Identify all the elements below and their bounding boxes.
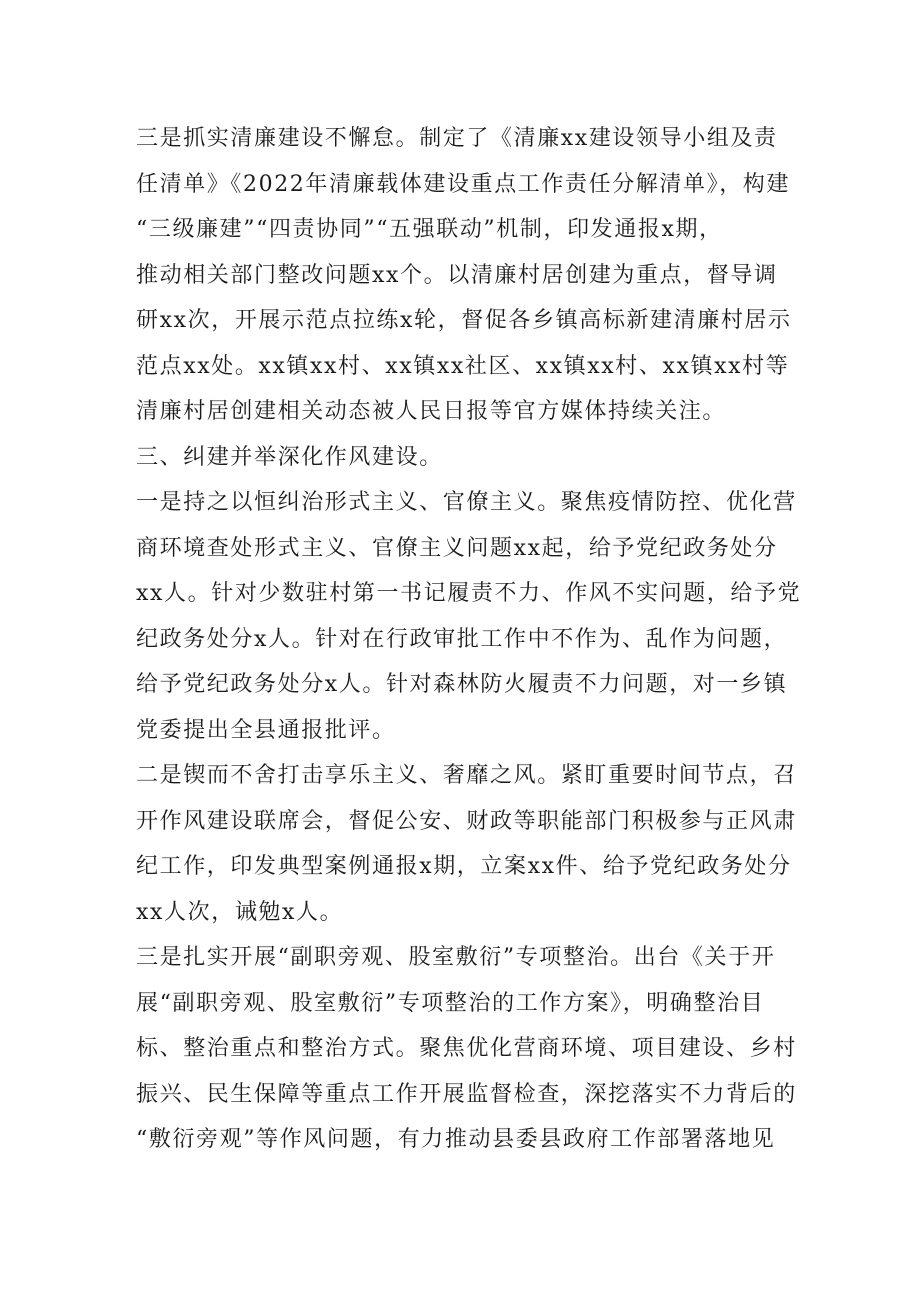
text-line: 三是抓实清廉建设不懈怠。制定了《清廉xx建设领导小组及责 [136, 126, 778, 151]
section-heading: 三、纠建并举深化作风建设。 [136, 444, 443, 470]
text-line: 一是持之以恒纠治形式主义、官僚主义。聚焦疫情防控、优化营 [136, 490, 797, 515]
text-line: 展“副职旁观、股室敷衍”专项整治的工作方案》，明确整治目 [136, 990, 765, 1016]
text-line: 开作风建设联席会，督促公安、财政等职能部门积极参与正风肃 [136, 808, 797, 834]
text-line: 纪政务处分x人。针对在行政审批工作中不作为、乱作为问题， [136, 626, 788, 652]
text-line: 清廉村居创建相关动态被人民日报等官方媒体持续关注。 [136, 399, 727, 424]
text-line: 任清单》《2022年清廉载体建设重点工作责任分解清单》，构建 [136, 171, 790, 197]
text-line: 纪工作，印发典型案例通报x期，立案xx件、给予党纪政务处分 [136, 854, 792, 879]
document-body [136, 116, 802, 1163]
text-line: xx人。针对少数驻村第一书记履责不力、作风不实问题，给予党 [136, 581, 802, 606]
text-line: 三是扎实开展“副职旁观、股室敷衍”专项整治。出台《关于开 [136, 945, 776, 970]
text-line: “三级廉建”“四责协同”“五强联动”机制，印发通报x期， [136, 217, 723, 242]
text-line: 党委提出全县通报批评。 [136, 717, 396, 743]
text-line: “敷衍旁观”等作风问题，有力推动县委县政府工作部署落地见 [136, 1127, 776, 1152]
text-line: 给予党纪政务处分x人。针对森林防火履责不力问题，对一乡镇 [136, 672, 788, 697]
text-line: 振兴、民生保障等重点工作开展监督检查，深挖落实不力背后的 [136, 1081, 797, 1107]
text-line: 标、整治重点和整治方式。聚焦优化营商环境、项目建设、乡村 [136, 1036, 797, 1061]
text-line: 研xx次，开展示范点拉练x轮，督促各乡镇高标新建清廉村居示 [136, 308, 792, 333]
text-line: xx人次，诫勉x人。 [136, 899, 344, 925]
text-line: 推动相关部门整改问题xx个。以清廉村居创建为重点，督导调 [136, 262, 778, 288]
text-line: 二是锲而不舍打击享乐主义、奢靡之风。紧盯重要时间节点，召 [136, 763, 797, 788]
text-line: 范点xx处。xx镇xx村、xx镇xx社区、xx镇xx村、xx镇xx村等 [136, 353, 790, 379]
text-line: 商环境查处形式主义、官僚主义问题xx起，给予党纪政务处分 [136, 535, 778, 561]
